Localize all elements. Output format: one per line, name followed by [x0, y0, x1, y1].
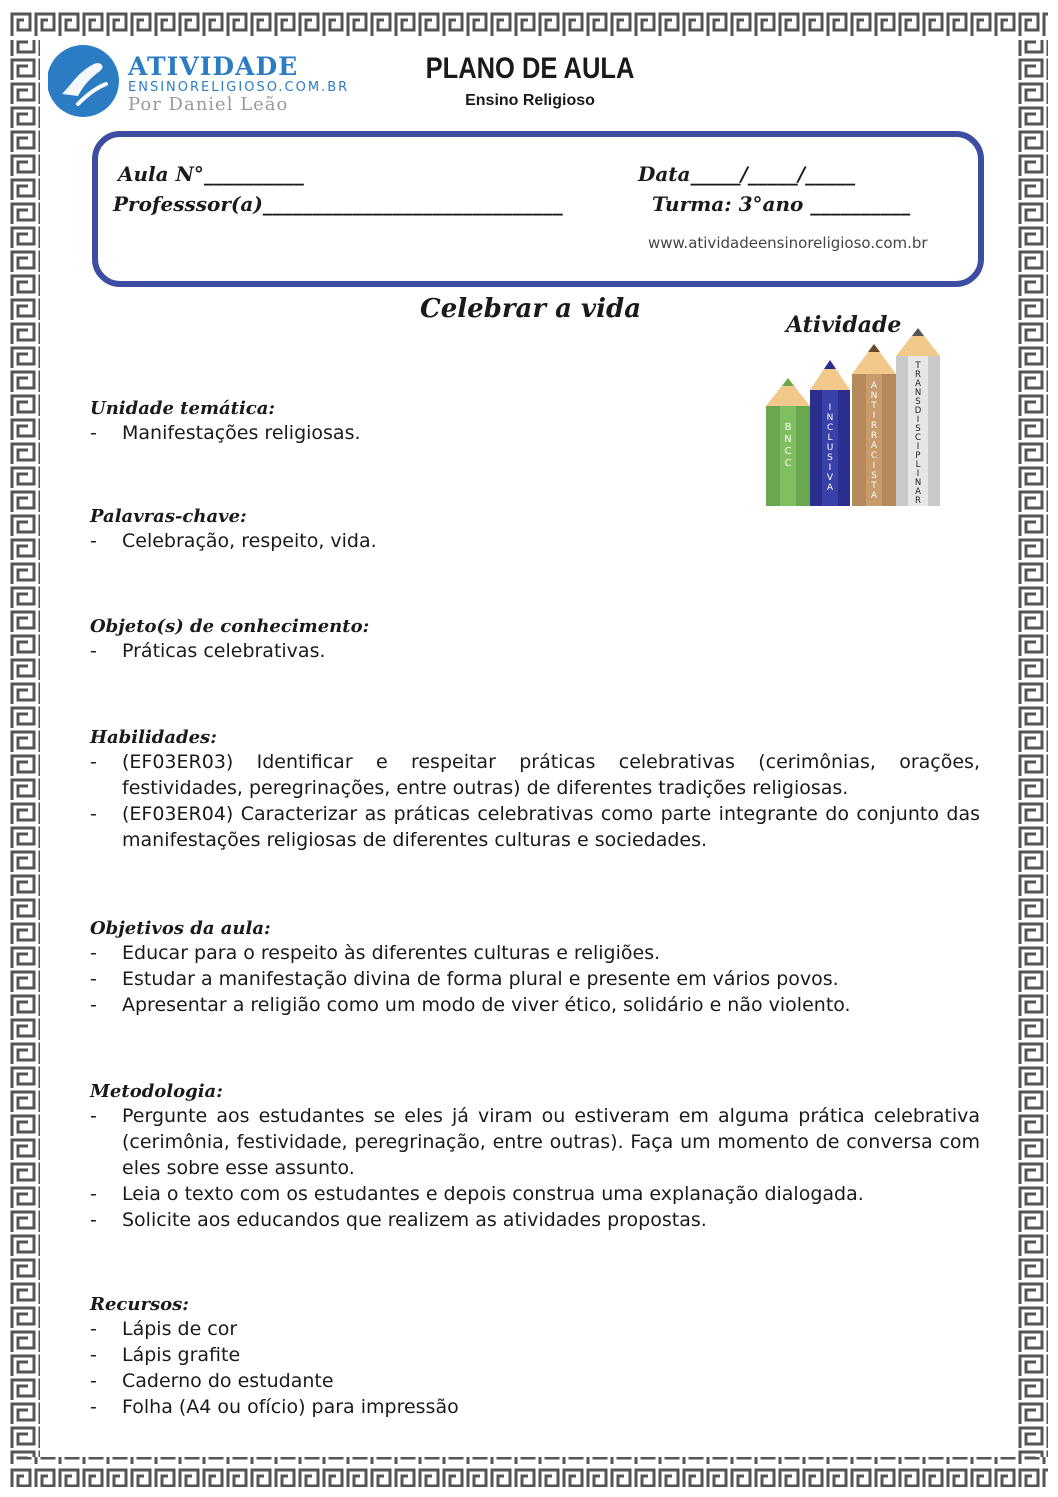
- list-item: - Celebração, respeito, vida.: [90, 530, 377, 552]
- section-metodologia: [90, 1081, 980, 1233]
- list-item: - Manifestações religiosas.: [90, 422, 361, 444]
- section-heading: Unidade temática:: [90, 398, 276, 419]
- list-item: - Práticas celebrativas.: [90, 640, 326, 662]
- page-subtitle: Ensino Religioso: [465, 92, 595, 109]
- list-item: - (EF03ER04) Caracterizar as práticas celebrativas como parte integrante do conjunto das manifestações religiosas de diferentes culturas e sociedades.: [90, 803, 980, 851]
- list-item: - Apresentar a religião como um modo de viver ético, solidário e não violento.: [90, 994, 851, 1016]
- page-title: PLANO DE AULA: [425, 52, 635, 85]
- pencil-label-inclusiva: I N C L U S I V A: [826, 403, 834, 493]
- list-item: - Pergunte aos estudantes se eles já viram ou estiveram em alguma prática celebrativa (cerimônia, festividade, peregrinação, entre outras). Faça um momento de conversa com eles sobre esse assunto.: [90, 1105, 980, 1179]
- section-heading: Habilidades:: [90, 727, 217, 748]
- list-item: - Caderno do estudante: [90, 1370, 334, 1392]
- section-unidade-tematica: [90, 398, 980, 446]
- pencil-label-transdisciplinar: T R A N S D I S C I P L I N A R: [914, 361, 922, 506]
- list-item: - Leia o texto com os estudantes e depois construa uma explanação dialogada.: [90, 1183, 864, 1205]
- lesson-title: Celebrar a vida: [420, 294, 642, 324]
- list-item: - Estudar a manifestação divina de forma plural e presente em vários povos.: [90, 968, 839, 990]
- pencil-label-bncc: B N C C: [784, 422, 792, 469]
- section-heading: Recursos:: [90, 1294, 189, 1315]
- professor-field: Professsor(a)______________________________: [113, 192, 563, 216]
- activity-badge-label: Atividade: [786, 312, 902, 338]
- website-url: www.atividadeensinoreligioso.com.br: [648, 234, 928, 252]
- section-heading: Metodologia:: [90, 1081, 223, 1102]
- pencil-label-antirracista: A N T I R R A C I S T A: [870, 381, 878, 501]
- section-objetivos: [90, 918, 980, 1018]
- list-item: - Folha (A4 ou ofício) para impressão: [90, 1396, 459, 1418]
- section-heading: Objetivos da aula:: [90, 918, 271, 939]
- section-heading: Palavras-chave:: [90, 506, 247, 527]
- section-palavras-chave: [90, 506, 980, 554]
- section-habilidades: [90, 727, 980, 853]
- aula-field: Aula N°__________: [118, 162, 304, 186]
- logo-site: ENSINORELIGIOSO.COM.BR: [128, 80, 350, 95]
- list-item: - (EF03ER03) Identificar e respeitar práticas celebrativas (cerimônias, orações, festividades, peregrinações, entre outras) de diferentes tradições religiosas.: [90, 751, 980, 799]
- date-field: Data_____/_____/_____: [638, 162, 856, 186]
- section-recursos: [90, 1294, 980, 1420]
- list-item: - Educar para o respeito às diferentes culturas e religiões.: [90, 942, 661, 964]
- logo-brand: ATIVIDADE: [128, 52, 299, 81]
- list-item: - Lápis de cor: [90, 1318, 238, 1340]
- logo-author: Por Daniel Leão: [128, 94, 289, 115]
- section-objetos-conhecimento: [90, 616, 980, 664]
- list-item: - Lápis grafite: [90, 1344, 241, 1366]
- turma-field: Turma: 3°ano __________: [652, 192, 911, 216]
- section-heading: Objeto(s) de conhecimento:: [90, 616, 370, 637]
- list-item: - Solicite aos educandos que realizem as atividades propostas.: [90, 1209, 707, 1231]
